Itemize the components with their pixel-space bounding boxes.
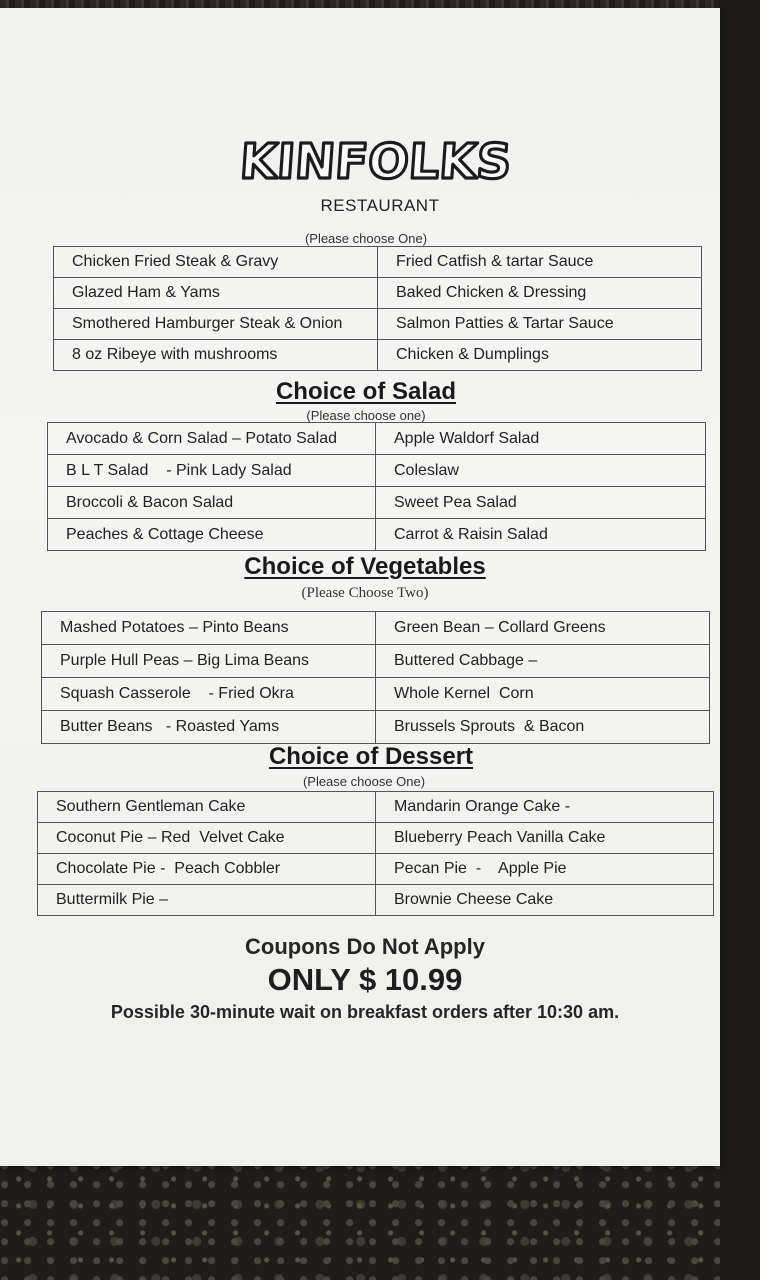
menu-row [54, 278, 702, 309]
salad-heading: Choice of Salad [275, 378, 457, 405]
menu-row [48, 519, 706, 551]
dessert-heading: Choice of Dessert [268, 743, 474, 770]
menu-row [42, 645, 710, 678]
menu-item: Whole Kernel Corn [376, 678, 710, 711]
menu-item: Buttermilk Pie – [38, 885, 376, 916]
menu-item: Southern Gentleman Cake [38, 792, 376, 823]
kinfolks-logo [238, 128, 514, 194]
menu-item: Glazed Ham & Yams [54, 278, 378, 309]
svg-text:KINFOLKS: KINFOLKS [238, 134, 514, 190]
salad-note: (Please choose one) [306, 408, 426, 423]
menu-item: Coconut Pie – Red Velvet Cake [38, 823, 376, 854]
menu-item: Pecan Pie - Apple Pie [376, 854, 714, 885]
menu-row [48, 487, 706, 519]
dessert-table [37, 791, 714, 916]
menu-row [42, 711, 710, 744]
menu-item: Sweet Pea Salad [376, 487, 706, 519]
menu-item: Broccoli & Bacon Salad [48, 487, 376, 519]
menu-item: Blueberry Peach Vanilla Cake [376, 823, 714, 854]
menu-item: 8 oz Ribeye with mushrooms [54, 340, 378, 371]
menu-item: Mashed Potatoes – Pinto Beans [42, 612, 376, 645]
menu-row [42, 678, 710, 711]
menu-item: Chocolate Pie - Peach Cobbler [38, 854, 376, 885]
menu-item: Salmon Patties & Tartar Sauce [378, 309, 702, 340]
vegetables-table [41, 611, 710, 744]
coupons-notice: Coupons Do Not Apply [245, 934, 485, 959]
entree-note: (Please choose One) [304, 231, 428, 246]
menu-row [38, 792, 714, 823]
countertop-bottom [0, 1160, 720, 1280]
menu-row [54, 247, 702, 278]
salad-table [47, 422, 706, 551]
price-text: ONLY $ 10.99 [267, 962, 463, 997]
menu-item: B L T Salad - Pink Lady Salad [48, 455, 376, 487]
menu-item: Peaches & Cottage Cheese [48, 519, 376, 551]
menu-item: Chicken & Dumplings [378, 340, 702, 371]
dessert-note: (Please choose One) [302, 774, 426, 789]
menu-item: Purple Hull Peas – Big Lima Beans [42, 645, 376, 678]
menu-row [38, 885, 714, 916]
menu-row [38, 823, 714, 854]
vegetables-heading: Choice of Vegetables [244, 553, 486, 580]
menu-item: Coleslaw [376, 455, 706, 487]
menu-item: Baked Chicken & Dressing [378, 278, 702, 309]
menu-item: Brownie Cheese Cake [376, 885, 714, 916]
menu-item: Smothered Hamburger Steak & Onion [54, 309, 378, 340]
restaurant-subtitle: RESTAURANT [320, 196, 440, 215]
menu-item: Buttered Cabbage – [376, 645, 710, 678]
menu-item: Green Bean – Collard Greens [376, 612, 710, 645]
menu-item: Carrot & Raisin Salad [376, 519, 706, 551]
menu-item: Brussels Sprouts & Bacon [376, 711, 710, 744]
wait-notice: Possible 30-minute wait on breakfast orders after 10:30 am. [110, 1002, 620, 1022]
menu-row [38, 854, 714, 885]
menu-row [54, 340, 702, 371]
menu-item: Butter Beans - Roasted Yams [42, 711, 376, 744]
menu-row [54, 309, 702, 340]
menu-item: Fried Catfish & tartar Sauce [378, 247, 702, 278]
menu-item: Apple Waldorf Salad [376, 423, 706, 455]
menu-item: Chicken Fried Steak & Gravy [54, 247, 378, 278]
vegetables-note: (Please Choose Two) [301, 585, 429, 601]
entree-table [53, 246, 702, 371]
menu-row [48, 423, 706, 455]
menu-item: Squash Casserole - Fried Okra [42, 678, 376, 711]
menu-row [48, 455, 706, 487]
menu-row [42, 612, 710, 645]
menu-item: Mandarin Orange Cake - [376, 792, 714, 823]
menu-item: Avocado & Corn Salad – Potato Salad [48, 423, 376, 455]
